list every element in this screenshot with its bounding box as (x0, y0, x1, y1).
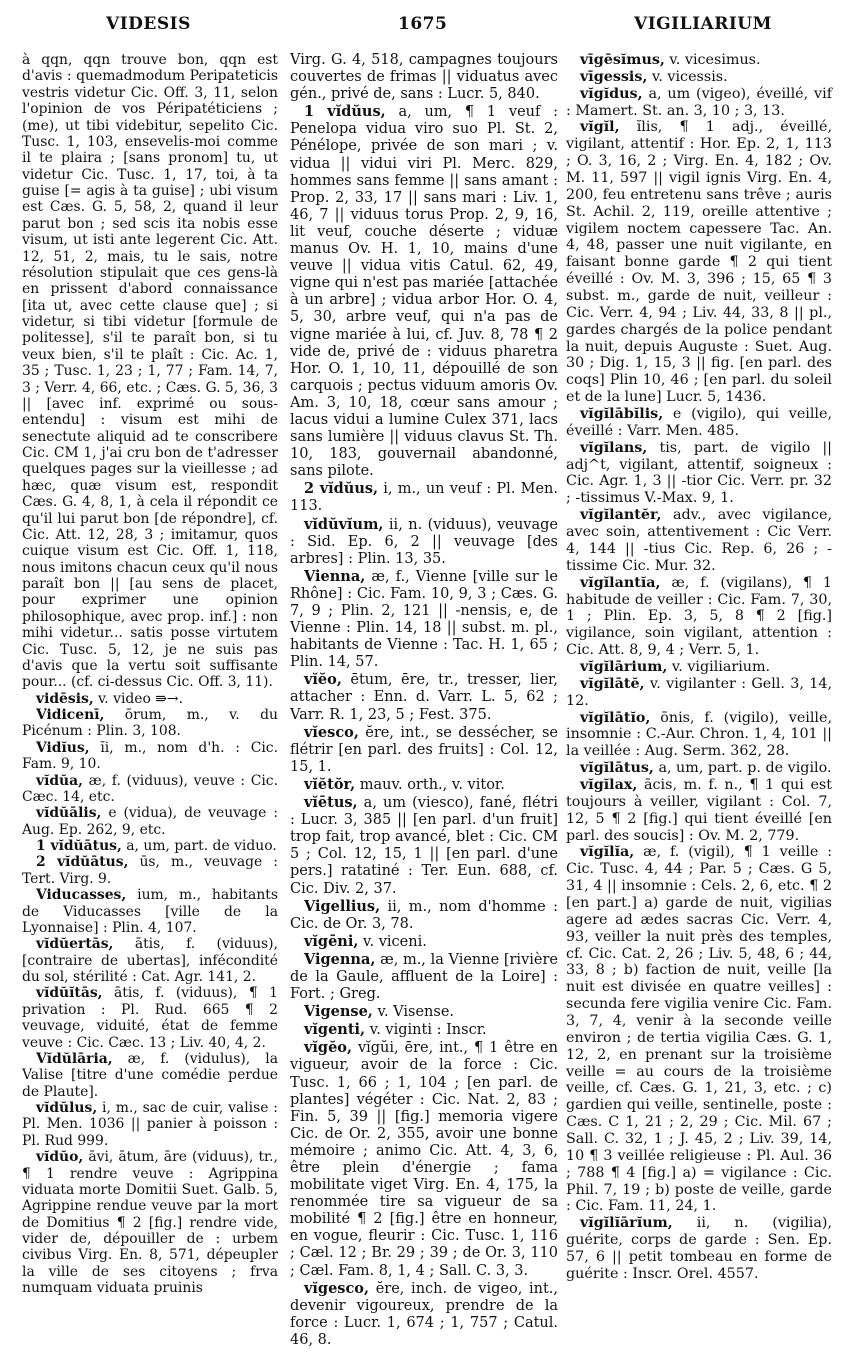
dictionary-entry (22, 52, 278, 691)
entry-text: a, um, part. de viduo. (126, 838, 277, 854)
dictionary-entry (22, 1100, 278, 1149)
entry-headword: vĭgĭlātĭo, (580, 709, 651, 726)
entry-text: ĭi, m., nom d'h. : Cic. Fam. 9, 10. (22, 739, 278, 773)
dictionary-entry (290, 898, 558, 933)
entry-headword: vĭgĭl, (580, 119, 620, 136)
dictionary-entry (290, 1003, 558, 1021)
dictionary-entry (290, 516, 558, 568)
entry-text: ācis, m. f. n., ¶ 1 qui est toujours à veiller, vigilant : Col. 7, 12, 5 ¶ 2 [fig.] qui tient éveillé [en parl. des soucis] : Ov. M. 2, 779. (566, 776, 832, 844)
dictionary-entry (566, 676, 832, 710)
entry-text: Virg. G. 4, 518, campagnes toujours couvertes de frimas || viduatus avec gén., privé de, sans : Lucr. 5, 840. (290, 52, 558, 103)
entry-text: à qqn, qqn trouve bon, qqn est d'avis : quemadmodum Peripateticis vestris videtur Cic. Off. 3, 11, selon l'opinion de vos Péripatéticiens ; (me), ut tibi videbitur, sepelito Cic. Tusc. 1, 103, ensevelis-moi comme il te plaira ; [sans pronom] tu, ut videtur Cic. Tusc. 1, 17, toi, à ta guise [= agis à ta guise] ; ubi visum est Cæs. G. 5, 58, 2, quand il leur parut bon ; sed scis ita nobis esse visum, ut isti ante legerent Cic. Att. 12, 51, 2, mais, tu le sais, notre résolution stipulait que ces gens-là en prissent d'abord connaissance [ita ut, avec cette clause que] ; si videtur, si tibi videtur [formule de politesse], s'il te paraît bon, si tu veux bien, s'il te plaît : Cic. Ac. 1, 35 ; Tusc. 1, 23 ; 1, 77 ; Fam. 14, 7, 3 ; Verr. 4, 66, etc. ; Cæs. G. 5, 36, 3 || [avec inf. exprimé ou sous-entendu] : visum est mihi de senectute aliquid ad te conscribere Cic. CM 1, j'ai cru bon de t'adresser quelques pages sur la vieillesse ; ad hæc, quæ visum est, respondit Cæs. G. 4, 8, 1, à cela il répondit ce qu'il lui parut bon [de répondre], cf. Cic. Att. 12, 28, 3 ; imitamur, quos cuique visum est Cic. Off. 1, 118, nous imitons chacun ceux qu'il nous paraît bon || [au sens de placet, pour exprimer une opinion philosophique, avec prop. inf.] : non mihi videtur... satis posse virtutem Cic. Tusc. 5, 12, je ne suis pas d'avis que la vertu soit suffisante pour... (cf. ci-dessus Cic. Off. 3, 11). (22, 52, 278, 691)
entry-text: i, m., un veuf : Pl. Men. 113. (290, 481, 558, 515)
dictionary-entry (22, 740, 278, 773)
entry-headword: vĭdŭvĭum, (304, 515, 384, 533)
entry-headword: vĭgesco, (304, 1279, 370, 1297)
dictionary-entry (22, 985, 278, 1051)
column-2 (290, 52, 558, 1349)
dictionary-entry (566, 710, 832, 761)
entry-headword: Vigense, (304, 1003, 373, 1021)
dictionary-entry (22, 707, 278, 740)
entry-headword: vĭdŭĭtās, (36, 985, 103, 1002)
entry-text: a, um (viesco), fané, flétri : Lucr. 3, 385 || [en parl. d'un fruit] trop fait, trop avancé, blet : Cic. CM 5 ; Col. 12, 15, 1 || [en parl. d'une pers.] ratatiné : Ter. Eun. 688, cf. Cic. Div. 2, 37. (290, 795, 559, 897)
dictionary-entry (290, 794, 558, 898)
entry-headword: vĭgĭlantĭa, (580, 574, 661, 591)
entry-headword: vĭgĭlantĕr, (580, 507, 662, 524)
entry-text: æ, f., Vienne [ville sur le Rhône] : Cic. Fam. 10, 9, 3 ; Cæs. G. 7, 9 ; Plin. 2, 121 || -nensis, e, de Vienne : Plin. 14, 18 || subst. m. pl., habitants de Vienne : Tac. H. 1, 65 ; Plin. 14, 57. (290, 568, 558, 671)
entry-text: ātis, f. (viduus), ¶ 1 privation : Pl. Rud. 665 ¶ 2 veuvage, viduité, état de femme veuve : Cic. Cæc. 13 ; Liv. 40, 4, 2. (22, 985, 278, 1051)
entry-headword: vĭdŭālis, (36, 805, 102, 822)
dictionary-entry (566, 119, 832, 406)
dictionary-entry (566, 1215, 832, 1282)
dictionary-entry (566, 406, 832, 440)
running-head-left: VIDESIS (106, 14, 191, 34)
dictionary-entry (22, 838, 278, 854)
dictionary-entry (290, 724, 558, 776)
entry-text: i, m., sac de cuir, valise : Pl. Men. 1036 || panier à poisson : Pl. Rud 999. (22, 1100, 278, 1149)
entry-text: æ, m., la Vienne [rivière de la Gaule, affluent de la Loire] : Fort. ; Greg. (290, 951, 558, 1003)
entry-text: v. viginti : Inscr. (369, 1022, 487, 1039)
dictionary-entry (290, 951, 558, 1003)
entry-text: ētum, ēre, tr., tresser, lier, attacher : Enn. d. Varr. L. 5, 62 ; Varr. R. 1, 23, 5 ; Fest. 375. (290, 672, 559, 723)
entry-headword: vidēsis, (36, 690, 94, 707)
entry-text: v. vicesimus. (669, 52, 761, 68)
dictionary-entry (566, 844, 832, 1215)
entry-text: āvi, ātum, āre (viduus), tr., ¶ 1 rendre veuve : Agrippina viduata morte Domitii Suet. Galb. 5, Agrippine rendue veuve par la mort de Domitius ¶ 2 [fig.] rendre vide, vider de, dépouiller de : urbem civibus Virg. En. 8, 571, dépeupler la ville de ses citoyens ; frva numquam viduata pruinis (22, 1149, 278, 1297)
dictionary-entry (22, 691, 278, 707)
entry-headword: vĭgĭlābĭlis, (580, 406, 664, 423)
entry-headword: vĭgĭlārium, (580, 658, 668, 675)
entry-headword: Vienna, (304, 567, 366, 585)
entry-headword: vĭesco, (304, 723, 359, 741)
entry-headword: 1 vĭdŭus, (304, 103, 386, 121)
dictionary-entry (290, 103, 558, 480)
dictionary-entry (290, 776, 558, 794)
entry-text: ōrum, m., v. du Picénum : Plin. 3, 108. (22, 707, 278, 740)
entry-text: v. Visense. (377, 1004, 455, 1021)
entry-text: a, um, part. p. de vigilo. (658, 760, 832, 777)
dictionary-entry (566, 507, 832, 574)
dictionary-entry (22, 1051, 278, 1100)
entry-text: ii, m., nom d'homme : Cic. de Or. 3, 78. (290, 898, 558, 932)
entry-text: æ, f. (vigil), ¶ 1 veille : Cic. Tusc. 4, 44 ; Par. 5 ; Cæs. G 5, 31, 4 || insomnie : Cels. 2, 6, etc. ¶ 2 [en part.] a) garde de nuit, vigilias agere ad ædes sacras Cic. Verr. 4, 93, veiller la nuit près des temples, cf. Cic. Cat. 2, 26 ; Liv. 5, 48, 6 ; 44, 33, 8 ; b) faction de nuit, veille [la nuit est divisée en quatre veilles] : secunda fere vigilia venire Cic. Fam. 3, 7, 4, venir à la seconde veille environ ; de tertia vigilia Cæs. G. 1, 12, 2, en prenant sur la troisième veille = au cours de la troisième veille, cf. Cæs. G. 1, 21, 3, etc. ; c) gardien qui veille, sentinelle, poste : Cæs. C 1, 21 ; 2, 29 ; Cic. Mil. 67 ; Sall. C. 32, 1 ; J. 45, 2 ; Liv. 39, 14, 10 ¶ 3 veillée religieuse : Pl. Aul. 36 ; 788 ¶ 4 [fig.] a) = vigilance : Cic. Phil. 7, 19 ; b) poste de veille, garde : Cic. Fam. 11, 24, 1. (566, 844, 833, 1215)
dictionary-entry (566, 86, 832, 120)
dictionary-entry (566, 69, 832, 86)
entry-text: mauv. orth., v. vitor. (359, 776, 505, 793)
entry-text: v. viceni. (363, 933, 427, 950)
entry-text: vĭgŭi, ēre, int., ¶ 1 être en vigueur, avoir de la force : Cic. Tusc. 1, 66 ; 1, 104 ; [en parl. de plantes] végéter : Cic. Nat. 2, 83 ; Fin. 5, 39 || [fig.] memoria vigere Cic. de Or. 2, 355, avoir une bonne mémoire ; animo Cic. Att. 4, 3, 6, être plein d'énergie ; fama mobilitate viget Virg. En. 4, 175, la renommée tire sa vigueur de sa mobilité ¶ 2 [fig.] être en honneur, en vogue, fleurir : Cic. Tusc. 1, 116 ; Cæl. 12 ; Br. 29 ; 39 ; de Or. 3, 110 ; Cæl. Fam. 8, 1, 4 ; Sall. C. 3, 3. (290, 1040, 559, 1279)
entry-text: v. vigiliarium. (671, 658, 771, 675)
entry-headword: vĭgĭlans, (580, 439, 648, 456)
entry-headword: 2 vĭdŭātus, (36, 854, 129, 871)
entry-headword: vĭdŭertās, (36, 936, 114, 953)
entry-headword: vĭgĭdus, (580, 85, 643, 102)
entry-headword: 1 vĭdŭātus, (36, 838, 122, 854)
entry-text: æ, f. (vidulus), la Valise [titre d'une comédie perdue de Plaute]. (22, 1050, 279, 1100)
dictionary-entry (290, 933, 558, 951)
entry-text: æ, f. (viduus), veuve : Cic. Cæc. 14, etc. (22, 772, 278, 805)
dictionary-entry (290, 480, 558, 515)
dictionary-entry (566, 440, 832, 507)
entry-headword: vĭgĕo, (304, 1039, 353, 1057)
entry-text: tis, part. de vigilo || adj^t, vigilant, attentif, soigneux : Cic. Agr. 1, 3 || -tior Cic. Verr. pr. 32 ; -tissimus V.-Max. 9, 1. (566, 439, 832, 507)
dictionary-entry (566, 659, 832, 676)
entry-text: v. vicessis. (651, 68, 728, 85)
dictionary-entry (22, 1149, 278, 1296)
dictionary-entry (22, 936, 278, 985)
entry-text: a, um, ¶ 1 veuf : Penelopa vidua viro suo Pl. St. 2, Pénélope, privée de son mari ; v. vidua || vidui viri Pl. Merc. 829, hommes sans femme || sans amant : Prop. 2, 33, 17 || sans mari : Liv. 1, 46, 7 || viduus torus Prop. 2, 9, 16, lit veuf, couche déserte ; viduæ manus Ov. H. 1, 10, mains d'une veuve || vidua vitis Catul. 62, 49, vigne qui n'est pas mariée [attachée à un arbre] ; vidua arbor Hor. O. 4, 5, 30, arbre veuf, qui n'a pas de vigne mariée à lui, cf. Juv. 8, 78 ¶ 2 vide de, privé de : viduus pharetra Hor. O. 1, 10, 11, dépouillé de son carquois ; pectus viduum amoris Ov. Am. 3, 10, 18, cœur sans amour ; lacus vidui a lumine Culex 371, lacs sans lumière || viduus clavus St. Th. 10, 183, gouvernail abandonné, sans pilote. (290, 104, 559, 480)
entry-text: ĭlis, ¶ 1 adj., éveillé, vigilant, attentif : Hor. Ep. 2, 1, 113 ; O. 3, 16, 2 ; Virg. En. 4, 182 ; Ov. M. 11, 597 || vigil ignis Virg. En. 4, 200, feu entretenu sans trêve ; auris St. Achil. 2, 119, oreille attentive ; vigilem noctem capessere Tac. An. 4, 48, passer une nuit vigilante, en faisant bonne garde ¶ 2 qui tient éveillé : Ov. M. 3, 396 ; 15, 65 ¶ 3 subst. m., garde de nuit, veilleur : Cic. Verr. 4, 94 ; Liv. 44, 33, 8 || pl., gardes chargés de la police pendant la nuit, depuis Auguste : Suet. Aug. 30 ; Dig. 1, 15, 3 || fig. [en parl. des coqs] Plin 10, 46 ; [en parl. du soleil et de la lune] Lucr. 5, 1436. (566, 119, 833, 406)
dictionary-entry (566, 575, 832, 659)
dictionary-entry (22, 773, 278, 806)
entry-text: ii, n. (vigilia), guérite, corps de garde : Sen. Ep. 57, 6 || petit tombeau en forme de guérite : Inscr. Orel. 4557. (566, 1215, 832, 1282)
entry-text: ii, n. (viduus), veuvage : Sid. Ep. 6, 2 || veuvage [des arbres] : Plin. 13, 35. (290, 516, 559, 567)
entry-headword: vĭdŭo, (36, 1149, 84, 1166)
dictionary-entry (290, 52, 558, 103)
running-head-right: VIGILIARIUM (634, 14, 772, 34)
dictionary-entry (290, 1021, 558, 1039)
entry-headword: vĭētus, (304, 794, 358, 812)
entry-text: e (vidua), de veuvage : Aug. Ep. 262, 9, etc. (22, 805, 278, 838)
page-number: 1675 (398, 14, 448, 34)
dictionary-entry (566, 777, 832, 844)
entry-headword: vĭĕtŏr, (304, 775, 356, 793)
entry-headword: Vidĭus, (36, 739, 90, 756)
entry-text: æ, f. (vigilans), ¶ 1 habitude de veiller : Cic. Fam. 7, 30, 1 ; Plin. Ep. 3, 5, 8 ¶ 2 [fig.] vigilance, soin vigilant, attention : Cic. Att. 8, 9, 4 ; Verr. 5, 1. (566, 574, 833, 659)
entry-headword: vĭĕo, (304, 671, 342, 689)
entry-headword: vĭgĭlĭārĭum, (580, 1215, 673, 1232)
entry-headword: Vigenna, (304, 950, 376, 968)
dictionary-entry (22, 887, 278, 936)
dictionary-entry (290, 671, 558, 723)
column-3 (566, 52, 832, 1283)
entry-headword: vĭgĭlātĕ, (580, 675, 645, 692)
dictionary-entry (22, 805, 278, 838)
dictionary-entry (566, 760, 832, 777)
column-1 (22, 52, 278, 1297)
entry-headword: Viducasses, (36, 887, 127, 904)
entry-text: ĕre, int., se dessécher, se flétrir [en parl. des fruits] : Col. 12, 15, 1. (290, 724, 558, 775)
entry-headword: 2 vĭdŭus, (304, 480, 379, 498)
entry-text: e (vigilo), qui veille, éveillé : Varr. Men. 485. (566, 406, 833, 439)
dictionary-entry (566, 52, 832, 69)
entry-text: a, um (vigeo), éveillé, vif : Mamert. St. an. 3, 10 ; 3, 13. (566, 85, 832, 119)
entry-headword: vīgessis, (580, 68, 648, 85)
entry-headword: vĭgĭlātus, (580, 760, 654, 777)
entry-headword: vĭdŭlus, (36, 1100, 98, 1116)
dictionary-entry (290, 1280, 558, 1349)
entry-headword: vĭdŭa, (36, 772, 83, 789)
entry-headword: vĭgenti, (304, 1021, 366, 1039)
entry-headword: vĭgĭlax, (580, 776, 638, 793)
entry-text: ōnis, f. (vigilo), veille, insomnie : C.-Aur. Chron. 1, 4, 101 || la veillée : Aug. Serm. 362, 28. (566, 709, 833, 760)
entry-text: ium, m., habitants de Viducasses [ville de la Lyonnaise] : Plin. 4, 107. (22, 887, 278, 936)
dictionary-entry (22, 854, 278, 887)
entry-text: v. vigilanter : Gell. 3, 14, 12. (566, 675, 832, 709)
entry-text: v. video ⇛→. (98, 690, 183, 707)
entry-headword: Vidicenī, (36, 707, 105, 723)
entry-text: ĕre, inch. de vigeo, int., devenir vigoureux, prendre de la force : Lucr. 1, 674 ; 1, 757 ; Catul. 46, 8. (290, 1280, 558, 1348)
entry-text: ātis, f. (viduus), [contraire de ubertas], infécondité du sol, stérilité : Cat. Agr. 141, 2. (22, 936, 279, 985)
entry-headword: vĭgĭlĭa, (580, 844, 635, 861)
entry-headword: vīgēsĭmus, (580, 52, 665, 68)
entry-headword: Vigellius, (304, 897, 381, 915)
entry-headword: vĭgēni, (304, 932, 359, 950)
entry-text: ūs, m., veuvage : Tert. Virg. 9. (22, 854, 278, 887)
entry-headword: Vĭdŭlāria, (36, 1050, 113, 1067)
dictionary-entry (290, 1039, 558, 1279)
entry-text: adv., avec vigilance, avec soin, attentivement : Cic Verr. 4, 144 || -tius Cic. Rep. 6, 26 ; -tissime Cic. Mur. 32. (566, 507, 833, 574)
dictionary-entry (290, 568, 558, 672)
